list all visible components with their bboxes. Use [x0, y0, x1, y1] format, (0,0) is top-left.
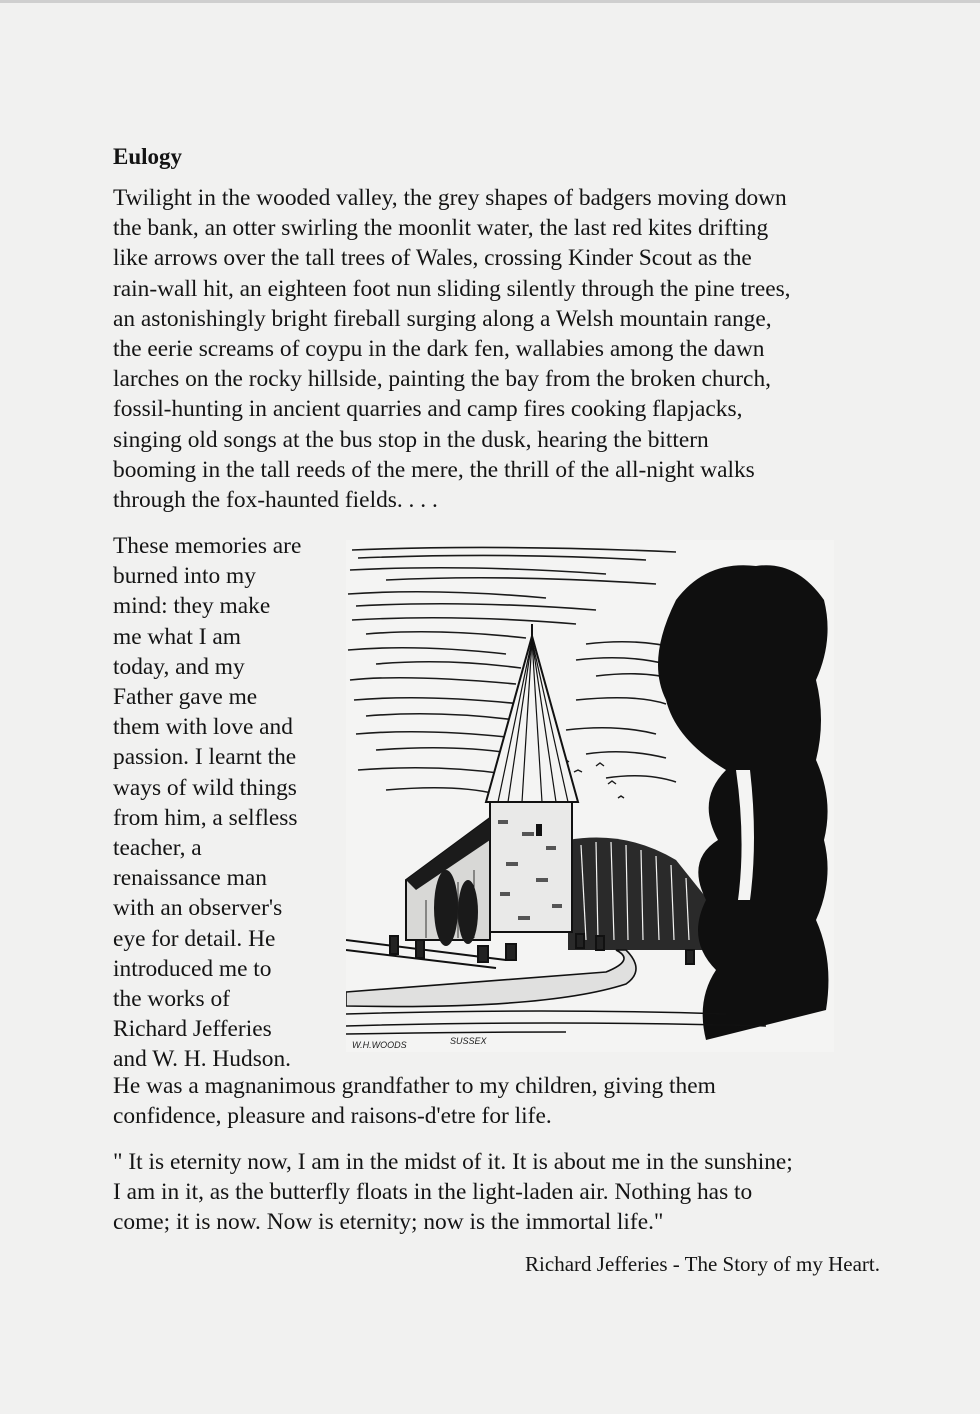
text-line: larches on the rocky hillside, painting the bay from the broken church, [113, 366, 771, 393]
artist-signature: W.H.WOODS [352, 1040, 407, 1050]
text-line: confidence, pleasure and raisons-d'etre for life. [113, 1103, 552, 1130]
text-line: Twilight in the wooded valley, the grey shapes of badgers moving down [113, 185, 787, 211]
text-line: them with love and [113, 714, 293, 741]
text-line: teacher, a [113, 835, 202, 862]
spire [486, 636, 578, 802]
cypress-tree [458, 880, 478, 944]
text-line: fossil-hunting in ancient quarries and camp fires cooking flapjacks, [113, 396, 743, 423]
text-line: singing old songs at the bus stop in the dusk, hearing the bittern [113, 426, 709, 453]
text-line: Richard Jefferies [113, 1016, 272, 1043]
text-line: ways of wild things [113, 774, 297, 801]
page-top-edge [0, 0, 980, 3]
quote-line: I am in it, as the butterfly floats in the light-laden air. Nothing has to [113, 1179, 753, 1206]
page-title: Eulogy [113, 144, 183, 169]
text-line: booming in the tall reeds of the mere, the thrill of the all-night walks [113, 456, 755, 483]
church-illustration [346, 540, 834, 1052]
cypress-tree [434, 870, 458, 946]
text-line: from him, a selfless [113, 804, 298, 831]
text-line: Father gave me [113, 684, 258, 711]
text-line: rain-wall hit, an eighteen foot nun sliding silently through the pine trees, [113, 275, 791, 302]
text-line: with an observer's [113, 895, 283, 922]
text-line: These memories are [113, 533, 302, 559]
quote-attribution: Richard Jefferies - The Story of my Heart. [525, 1252, 880, 1276]
text-line: the bank, an otter swirling the moonlit water, the last red kites drifting [113, 215, 769, 242]
text-line: He was a magnanimous grandfather to my children, giving them [113, 1073, 716, 1099]
text-line: mind: they make [113, 593, 271, 620]
text-line: through the fox-haunted fields. . . . [113, 487, 438, 514]
text-line: the works of [113, 986, 230, 1013]
text-line: and W. H. Hudson. [113, 1046, 292, 1073]
text-line: eye for detail. He [113, 925, 276, 952]
eulogy-paragraph-1 [113, 183, 883, 515]
jefferies-quote [113, 1147, 903, 1238]
church-drawing [346, 540, 834, 1052]
text-line: an astonishingly bright fireball surging along a Welsh mountain range, [113, 305, 772, 332]
eulogy-paragraph-2-continued [113, 1071, 893, 1131]
text-line: like arrows over the tall trees of Wales, crossing Kinder Scout as the [113, 245, 752, 272]
quote-line: " It is eternity now, I am in the midst of it. It is about me in the sunshine; [113, 1149, 793, 1175]
text-line: the eerie screams of coypu in the dark fen, wallabies among the dawn [113, 336, 765, 363]
text-line: renaissance man [113, 865, 267, 892]
location-signature: SUSSEX [450, 1036, 487, 1046]
text-line: passion. I learnt the [113, 744, 297, 771]
eulogy-paragraph-2 [113, 531, 353, 1075]
text-line: today, and my [113, 653, 245, 680]
text-line: introduced me to [113, 955, 272, 982]
quote-line: come; it is now. Now is eternity; now is the immortal life." [113, 1209, 664, 1236]
tower-window [536, 824, 542, 836]
text-line: me what I am [113, 623, 241, 650]
text-line: burned into my [113, 563, 256, 590]
